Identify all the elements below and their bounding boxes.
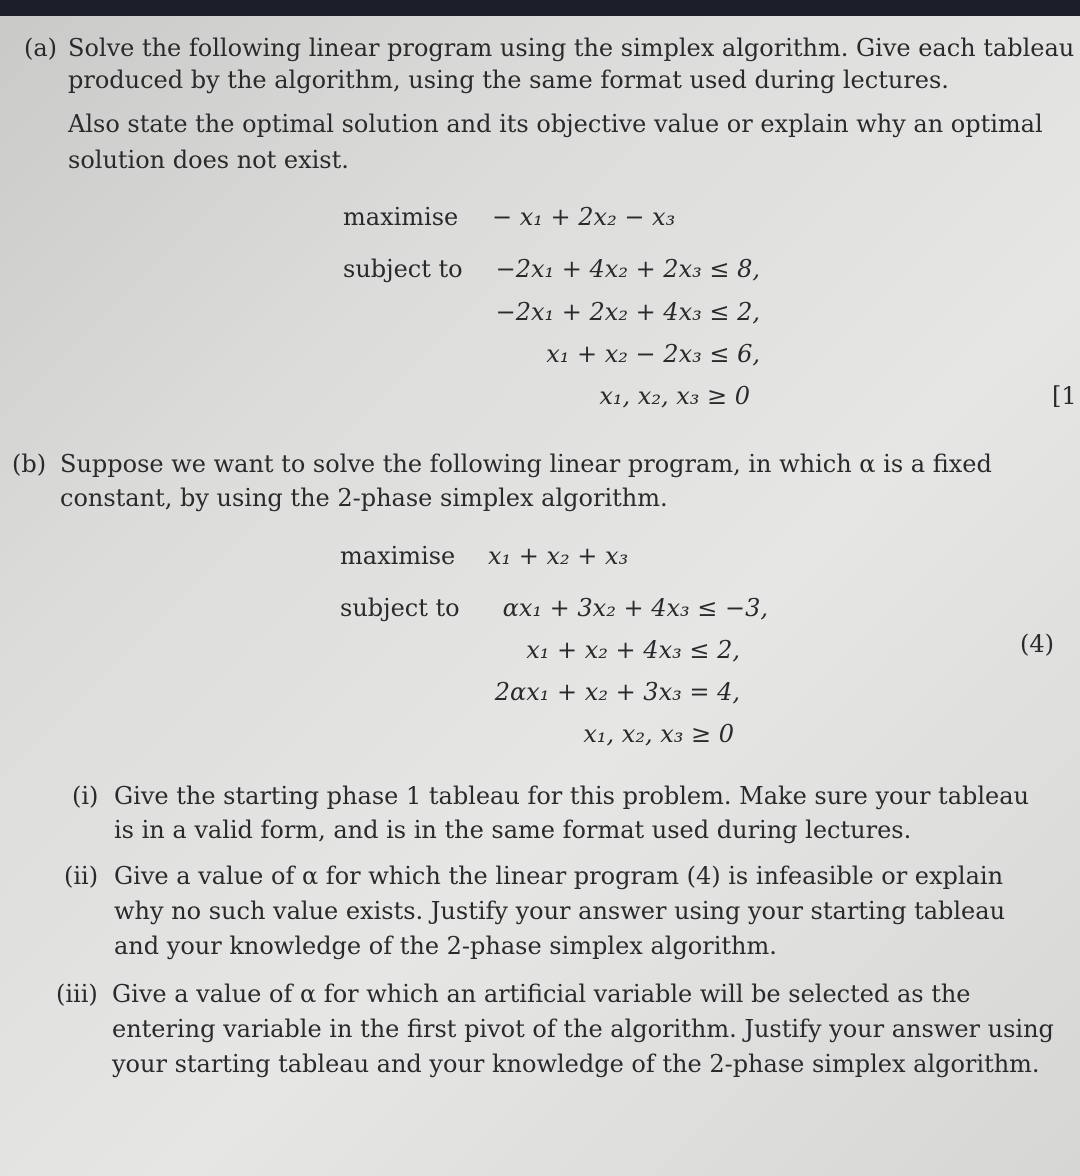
top-edge-bar: [0, 0, 1080, 16]
part-a-text-line3: Also state the optimal solution and its objective value or explain why an optimal: [68, 110, 1043, 138]
subpart-ii-line1: Give a value of α for which the linear program (4) is infeasible or explain: [114, 862, 1004, 890]
part-a-objective: − x₁ + 2x₂ − x₃: [492, 203, 676, 231]
subpart-iii-line3: your starting tableau and your knowledge of the 2-phase simplex algorithm.: [112, 1050, 1040, 1078]
part-a-nonnegativity: x₁, x₂, x₃ ≥ 0: [599, 382, 750, 410]
part-a-text-line1: Solve the following linear program using the simplex algorithm. Give each tableau: [68, 34, 1075, 62]
subpart-ii-line2: why no such value exists. Justify your answer using your starting tableau: [114, 897, 1006, 925]
part-a-marks-fragment: [1: [1052, 382, 1077, 410]
part-b-constraint-2: x₁ + x₂ + 4x₃ ≤ 2,: [526, 636, 740, 664]
subpart-iii-line1: Give a value of α for which an artificial variable will be selected as the: [112, 980, 971, 1008]
part-b-objective: x₁ + x₂ + x₃: [488, 542, 629, 570]
part-b-nonnegativity: x₁, x₂, x₃ ≥ 0: [583, 720, 734, 748]
part-a-constraint-1: −2x₁ + 4x₂ + 2x₃ ≤ 8,: [495, 255, 760, 283]
equation-number: (4): [1020, 630, 1054, 658]
subpart-ii-line3: and your knowledge of the 2-phase simplex algorithm.: [114, 932, 777, 960]
subpart-i-label: (i): [72, 782, 99, 810]
part-a-constraint-2: −2x₁ + 2x₂ + 4x₃ ≤ 2,: [495, 298, 760, 326]
part-b-text-line1: Suppose we want to solve the following linear program, in which α is a fixed: [60, 450, 992, 478]
part-a-label: (a): [24, 34, 58, 62]
part-a-maximise-label: maximise: [343, 203, 459, 231]
part-b-label: (b): [12, 450, 47, 478]
part-b-text-line2: constant, by using the 2-phase simplex algorithm.: [60, 484, 668, 512]
part-a-subject-to-label: subject to: [343, 255, 463, 283]
subpart-ii-label: (ii): [64, 862, 99, 890]
part-b-subject-to-label: subject to: [340, 594, 460, 622]
subpart-iii-label: (iii): [56, 980, 98, 1008]
part-b-maximise-label: maximise: [340, 542, 456, 570]
part-a-text-line2: produced by the algorithm, using the same format used during lectures.: [68, 66, 949, 94]
subpart-i-line2: is in a valid form, and is in the same format used during lectures.: [114, 816, 912, 844]
part-a-constraint-3: x₁ + x₂ − 2x₃ ≤ 6,: [546, 340, 760, 368]
part-b-constraint-1: αx₁ + 3x₂ + 4x₃ ≤ −3,: [502, 594, 768, 622]
subpart-i-line1: Give the starting phase 1 tableau for this problem. Make sure your tableau: [114, 782, 1030, 810]
subpart-iii-line2: entering variable in the first pivot of the algorithm. Justify your answer using: [112, 1015, 1054, 1043]
part-a-text-line4: solution does not exist.: [68, 146, 349, 174]
part-b-constraint-3: 2αx₁ + x₂ + 3x₃ = 4,: [494, 678, 740, 706]
